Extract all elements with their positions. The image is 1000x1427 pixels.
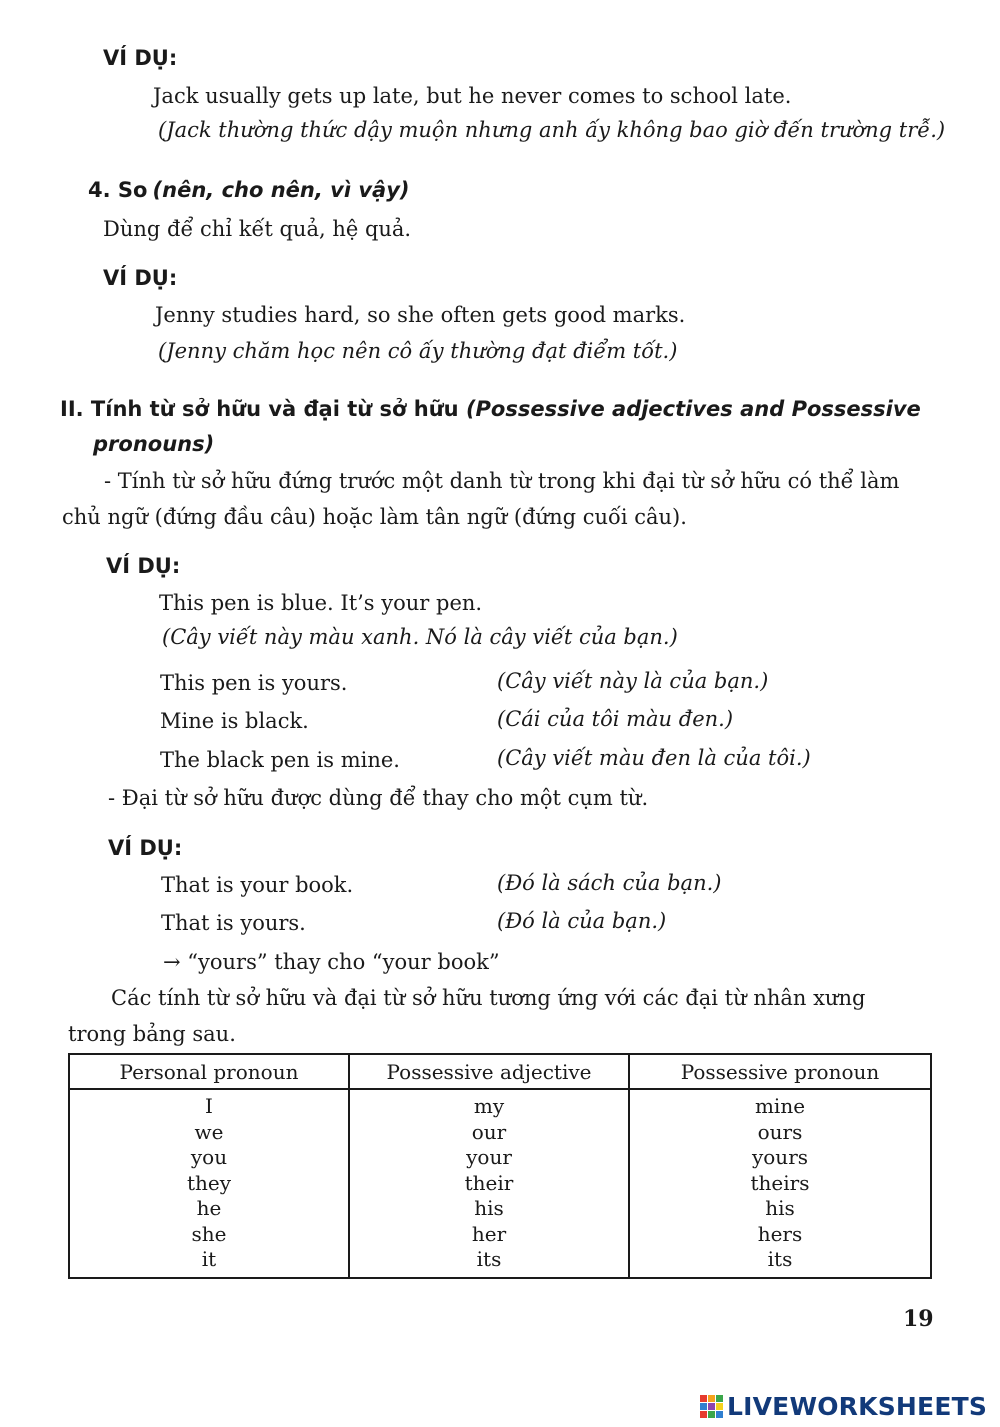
- example-label: VÍ DỤ:: [108, 836, 183, 860]
- table-cell: your: [466, 1145, 512, 1169]
- table-column-pronoun: [629, 1089, 931, 1278]
- example-label: VÍ DỤ:: [103, 266, 178, 290]
- logo-grid-icon: [700, 1395, 723, 1418]
- logo-square: [700, 1395, 707, 1402]
- pair-vietnamese: (Cây viết này là của bạn.): [497, 669, 769, 693]
- so-heading-num: 4. So: [88, 178, 148, 202]
- pair-vietnamese: (Cây viết màu đen là của tôi.): [497, 746, 811, 770]
- bullet-text: - Đại từ sở hữu được dùng để thay cho một cụm từ.: [108, 786, 649, 810]
- liveworksheets-logo: [700, 1392, 987, 1420]
- example-vietnamese: (Jenny chăm học nên cô ấy thường đạt điểm tốt.): [158, 339, 678, 363]
- page-number: 19: [903, 1306, 934, 1332]
- intro-line: trong bảng sau.: [68, 1022, 236, 1046]
- so-description: Dùng để chỉ kết quả, hệ quả.: [103, 217, 412, 241]
- example-label: VÍ DỤ:: [103, 46, 178, 70]
- table-header-cell: Possessive adjective: [349, 1054, 629, 1089]
- table-cell: she: [191, 1221, 227, 1246]
- table-row: [69, 1089, 931, 1278]
- table-header-cell: Possessive pronoun: [629, 1054, 931, 1089]
- table-cell: his: [474, 1196, 504, 1220]
- example-vietnamese: (Jack thường thức dậy muộn nhưng anh ấy không bao giờ đến trường trễ.): [158, 118, 946, 142]
- table-cell: yours: [751, 1145, 809, 1169]
- logo-square: [716, 1403, 723, 1410]
- logo-square: [700, 1403, 707, 1410]
- table-column-adjective: [349, 1089, 629, 1278]
- table-cell: they: [186, 1170, 232, 1195]
- section-title-main: II. Tính từ sở hữu và đại từ sở hữu: [60, 397, 459, 421]
- table-cell: he: [196, 1196, 222, 1220]
- table-cell: it: [201, 1247, 217, 1271]
- logo-square: [700, 1411, 707, 1418]
- example-english: Jack usually gets up late, but he never comes to school late.: [153, 84, 792, 108]
- table-cell: its: [476, 1247, 502, 1271]
- logo-square: [708, 1395, 715, 1402]
- table-cell: hers: [757, 1221, 803, 1246]
- table-header-cell: Personal pronoun: [69, 1054, 349, 1089]
- table-cell: their: [464, 1170, 514, 1195]
- example-english: Jenny studies hard, so she often gets good marks.: [155, 303, 686, 327]
- intro-line: Các tính từ sở hữu và đại từ sở hữu tương ứng với các đại từ nhân xưng: [111, 986, 866, 1010]
- pair-english: Mine is black.: [160, 709, 309, 733]
- logo-square: [716, 1411, 723, 1418]
- table-cell: theirs: [750, 1170, 810, 1195]
- table-cell: our: [471, 1119, 507, 1144]
- example-english: This pen is blue. It’s your pen.: [159, 591, 483, 615]
- logo-square: [708, 1403, 715, 1410]
- table-column-personal: [69, 1089, 349, 1278]
- table-cell: his: [765, 1196, 795, 1220]
- table-cell: its: [767, 1247, 793, 1271]
- logo-square: [716, 1395, 723, 1402]
- pronoun-table: [68, 1053, 932, 1279]
- pair-vietnamese: (Đó là sách của bạn.): [497, 871, 722, 895]
- table-cell: mine: [754, 1094, 806, 1118]
- example-vietnamese: (Cây viết này màu xanh. Nó là cây viết của bạn.): [162, 625, 678, 649]
- pair-english: That is yours.: [161, 911, 306, 935]
- table-cell: my: [473, 1094, 505, 1118]
- logo-text: LIVEWORKSHEETS: [727, 1391, 988, 1421]
- pair-vietnamese: (Cái của tôi màu đen.): [497, 707, 734, 731]
- note-text: → “yours” thay cho “your book”: [163, 950, 500, 974]
- section-title: [60, 397, 921, 421]
- section-title-cont: pronouns): [93, 432, 215, 456]
- table-cell: you: [190, 1145, 228, 1169]
- example-label: VÍ DỤ:: [106, 554, 181, 578]
- paragraph-line: - Tính từ sở hữu đứng trước một danh từ trong khi đại từ sở hữu có thể làm: [104, 469, 900, 493]
- pair-english: The black pen is mine.: [160, 748, 400, 772]
- table-cell: we: [194, 1119, 224, 1144]
- paragraph-line: chủ ngữ (đứng đầu câu) hoặc làm tân ngữ (đứng cuối câu).: [62, 505, 687, 529]
- pair-vietnamese: (Đó là của bạn.): [497, 909, 667, 933]
- table-header-row: [69, 1054, 931, 1089]
- pair-english: This pen is yours.: [160, 671, 348, 695]
- so-heading-paren: (nên, cho nên, vì vậy): [152, 178, 410, 202]
- pair-english: That is your book.: [161, 873, 354, 897]
- table-cell: her: [471, 1221, 507, 1246]
- so-heading: [88, 178, 410, 202]
- section-title-paren: (Possessive adjectives and Possessive: [465, 397, 921, 421]
- table-cell: I: [205, 1094, 213, 1118]
- table-cell: ours: [757, 1119, 803, 1144]
- logo-square: [708, 1411, 715, 1418]
